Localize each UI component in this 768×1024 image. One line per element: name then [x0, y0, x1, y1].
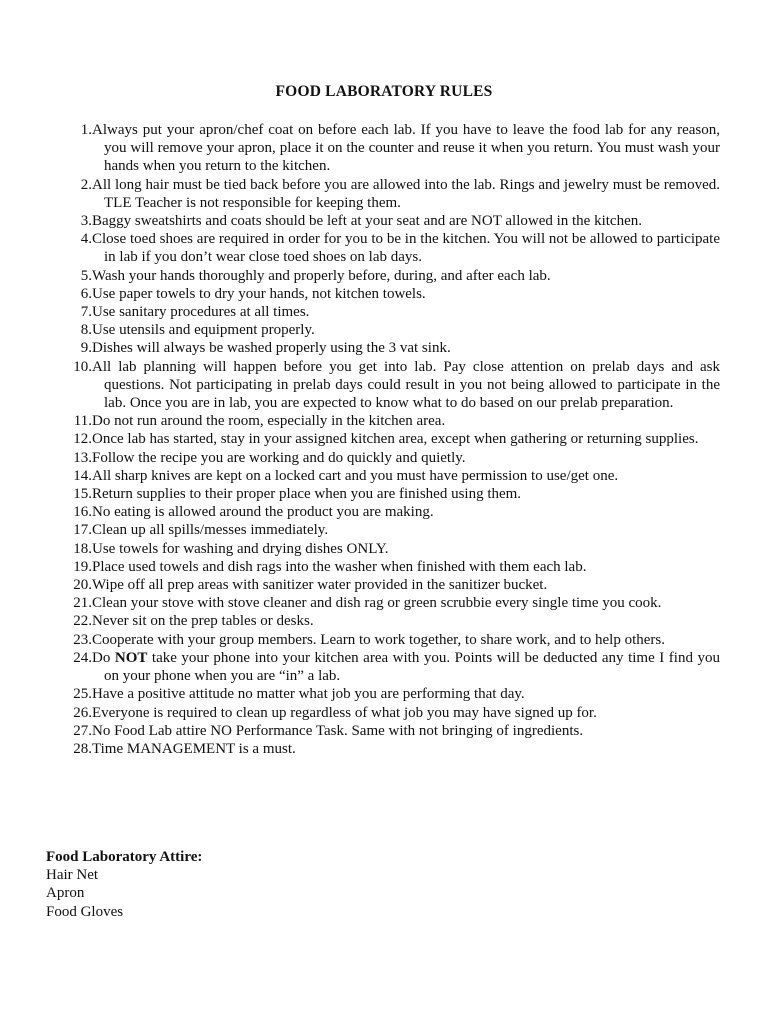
rule-text — [92, 704, 720, 722]
rule-item — [0, 649, 768, 685]
rule-item — [0, 485, 768, 503]
rule-number: 26. — [73, 704, 92, 721]
rule-number: 5. — [80, 267, 92, 284]
rule-text-part: Wipe off all prep areas with sanitizer water provided in the sanitizer bucket. — [92, 577, 548, 594]
rule-item — [0, 503, 768, 521]
rule-item — [0, 449, 768, 467]
rule-number: 7. — [80, 304, 92, 321]
rule-text — [92, 540, 720, 558]
rule-text-part: Cooperate with your group members. Learn to work together, to share work, and to help others. — [92, 631, 665, 648]
rule-text — [92, 740, 720, 758]
rule-number: 1. — [80, 122, 92, 138]
rule-text — [92, 321, 720, 339]
rule-text — [92, 521, 720, 539]
rule-number: 25. — [73, 686, 92, 703]
rule-text — [92, 430, 720, 448]
rule-text — [92, 649, 720, 685]
rule-text — [92, 467, 720, 485]
rule-number: 28. — [73, 740, 92, 757]
rule-text — [92, 358, 720, 413]
rule-text — [92, 594, 720, 612]
rule-number: 19. — [73, 558, 92, 575]
rule-number: 27. — [73, 722, 92, 739]
rule-item — [0, 685, 768, 703]
rule-text-part: Time MANAGEMENT is a must. — [92, 740, 296, 757]
rule-text — [92, 176, 720, 212]
rule-item — [0, 594, 768, 612]
rule-number: 16. — [73, 504, 92, 521]
rule-text-part: Never sit on the prep tables or desks. — [92, 613, 314, 630]
rule-text-part: All long hair must be tied back before you are allowed into the lab. Rings and jewelry must be removed. TLE Teacher is not responsible for keeping them. — [92, 176, 720, 211]
rule-text — [92, 576, 720, 594]
rule-text-part: Always put your apron/chef coat on before each lab. If you have to leave the food lab for any reason, you will remove your apron, place it on the counter and reuse it when you return. You must wash your hands when you return to the kitchen. — [92, 122, 720, 175]
rule-number: 6. — [80, 285, 92, 302]
rule-text — [92, 449, 720, 467]
rule-number: 2. — [80, 176, 92, 193]
rule-text-part: Once lab has started, stay in your assigned kitchen area, except when gathering or returning supplies. — [92, 431, 699, 448]
attire-section — [46, 848, 202, 921]
rules-list — [0, 121, 768, 758]
rule-text — [92, 558, 720, 576]
rule-text-part: Use utensils and equipment properly. — [92, 322, 315, 339]
rule-text-part: Do not run around the room, especially in the kitchen area. — [92, 413, 446, 430]
rule-number: 11. — [73, 413, 92, 430]
rule-item — [0, 412, 768, 430]
rule-text-part: Close toed shoes are required in order for you to be in the kitchen. You will not be allowed to participate in lab if you don’t wear close toed shoes on lab days. — [92, 231, 720, 266]
rule-text-part: No Food Lab attire NO Performance Task. Same with not bringing of ingredients. — [92, 722, 584, 739]
rule-number: 4. — [80, 231, 92, 248]
rule-text — [92, 631, 720, 649]
rule-text — [92, 303, 720, 321]
rule-item — [0, 740, 768, 758]
rule-number: 14. — [73, 467, 92, 484]
rule-item — [0, 612, 768, 630]
rule-text — [92, 685, 720, 703]
rule-item — [0, 558, 768, 576]
rule-number: 21. — [73, 595, 92, 612]
rule-item — [0, 121, 768, 176]
rule-number: 10. — [73, 358, 92, 375]
rule-number: 12. — [73, 431, 92, 448]
rule-text-part: Everyone is required to clean up regardless of what job you may have signed up for. — [92, 704, 597, 721]
rule-item — [0, 230, 768, 266]
attire-heading: Food Laboratory Attire: — [46, 849, 203, 865]
rule-text-part: Place used towels and dish rags into the washer when finished with them each lab. — [92, 558, 587, 575]
attire-item: Food Gloves — [46, 903, 124, 920]
rule-text-part: Clean your stove with stove cleaner and dish rag or green scrubbie every single time you cook. — [92, 595, 662, 612]
rule-item — [0, 430, 768, 448]
rule-number: 8. — [80, 322, 92, 339]
rule-text — [92, 212, 720, 230]
rule-number: 3. — [80, 213, 92, 230]
rule-emphasis: NOT — [114, 649, 148, 666]
rule-text — [92, 230, 720, 266]
rule-item — [0, 704, 768, 722]
attire-item: Apron — [46, 885, 85, 902]
rule-text-part: Use paper towels to dry your hands, not kitchen towels. — [92, 285, 426, 302]
rule-text-part: Have a positive attitude no matter what job you are performing that day. — [92, 686, 525, 703]
rule-text-part: Clean up all spills/messes immediately. — [92, 522, 329, 539]
rule-text-part: All sharp knives are kept on a locked cart and you must have permission to use/get one. — [92, 467, 619, 484]
rule-item — [0, 285, 768, 303]
rule-text-part: All lab planning will happen before you get into lab. Pay close attention on prelab days and ask questions. Not participating in prelab days could result in you not being allowed to participate in the lab. Once you are in lab, you are expected to know what to do based on our prelab preparation. — [92, 358, 720, 412]
rule-item — [0, 631, 768, 649]
rule-item — [0, 339, 768, 357]
rule-item — [0, 467, 768, 485]
rule-text-part: Use sanitary procedures at all times. — [92, 304, 310, 321]
rule-item — [0, 267, 768, 285]
rule-text-part: No eating is allowed around the product you are making. — [92, 504, 434, 521]
page-title: FOOD LABORATORY RULES — [275, 83, 493, 100]
rule-text — [92, 485, 720, 503]
rule-item — [0, 722, 768, 740]
rule-text-part: Dishes will always be washed properly using the 3 vat sink. — [92, 340, 451, 357]
rule-text — [92, 121, 720, 176]
rule-number: 23. — [73, 631, 92, 648]
rule-text-part: Return supplies to their proper place when you are finished using them. — [92, 486, 522, 503]
rule-item — [0, 321, 768, 339]
rule-item — [0, 303, 768, 321]
rule-item — [0, 176, 768, 212]
rule-number: 20. — [73, 577, 92, 594]
rule-number: 22. — [73, 613, 92, 630]
rule-number: 17. — [73, 522, 92, 539]
rule-text-part: Baggy sweatshirts and coats should be left at your seat and are NOT allowed in the kitchen. — [92, 213, 642, 230]
rule-number: 15. — [73, 486, 92, 503]
rule-item — [0, 358, 768, 413]
rule-text — [92, 612, 720, 630]
rule-item — [0, 576, 768, 594]
rule-item — [0, 521, 768, 539]
rule-number: 9. — [80, 340, 92, 357]
rule-number: 13. — [73, 449, 92, 466]
rule-text-part: Follow the recipe you are working and do quickly and quietly. — [92, 449, 466, 466]
rule-text — [92, 722, 720, 740]
rule-text-part: Use towels for washing and drying dishes ONLY. — [92, 540, 389, 557]
rule-number: 18. — [73, 540, 92, 557]
rule-text — [92, 412, 720, 430]
attire-item: Hair Net — [46, 867, 99, 884]
rule-text — [92, 503, 720, 521]
rule-number: 24. — [73, 649, 92, 666]
rule-text — [92, 285, 720, 303]
rule-text — [92, 267, 720, 285]
rule-text-part: take your phone into your kitchen area with you. Points will be deducted any time I find you on your phone when you are “in” a lab. — [104, 649, 720, 685]
rule-text-part: Wash your hands thoroughly and properly before, during, and after each lab. — [92, 267, 551, 284]
rule-item — [0, 540, 768, 558]
rule-item — [0, 212, 768, 230]
rule-text — [92, 339, 720, 357]
rule-text-part: Do — [92, 649, 115, 666]
